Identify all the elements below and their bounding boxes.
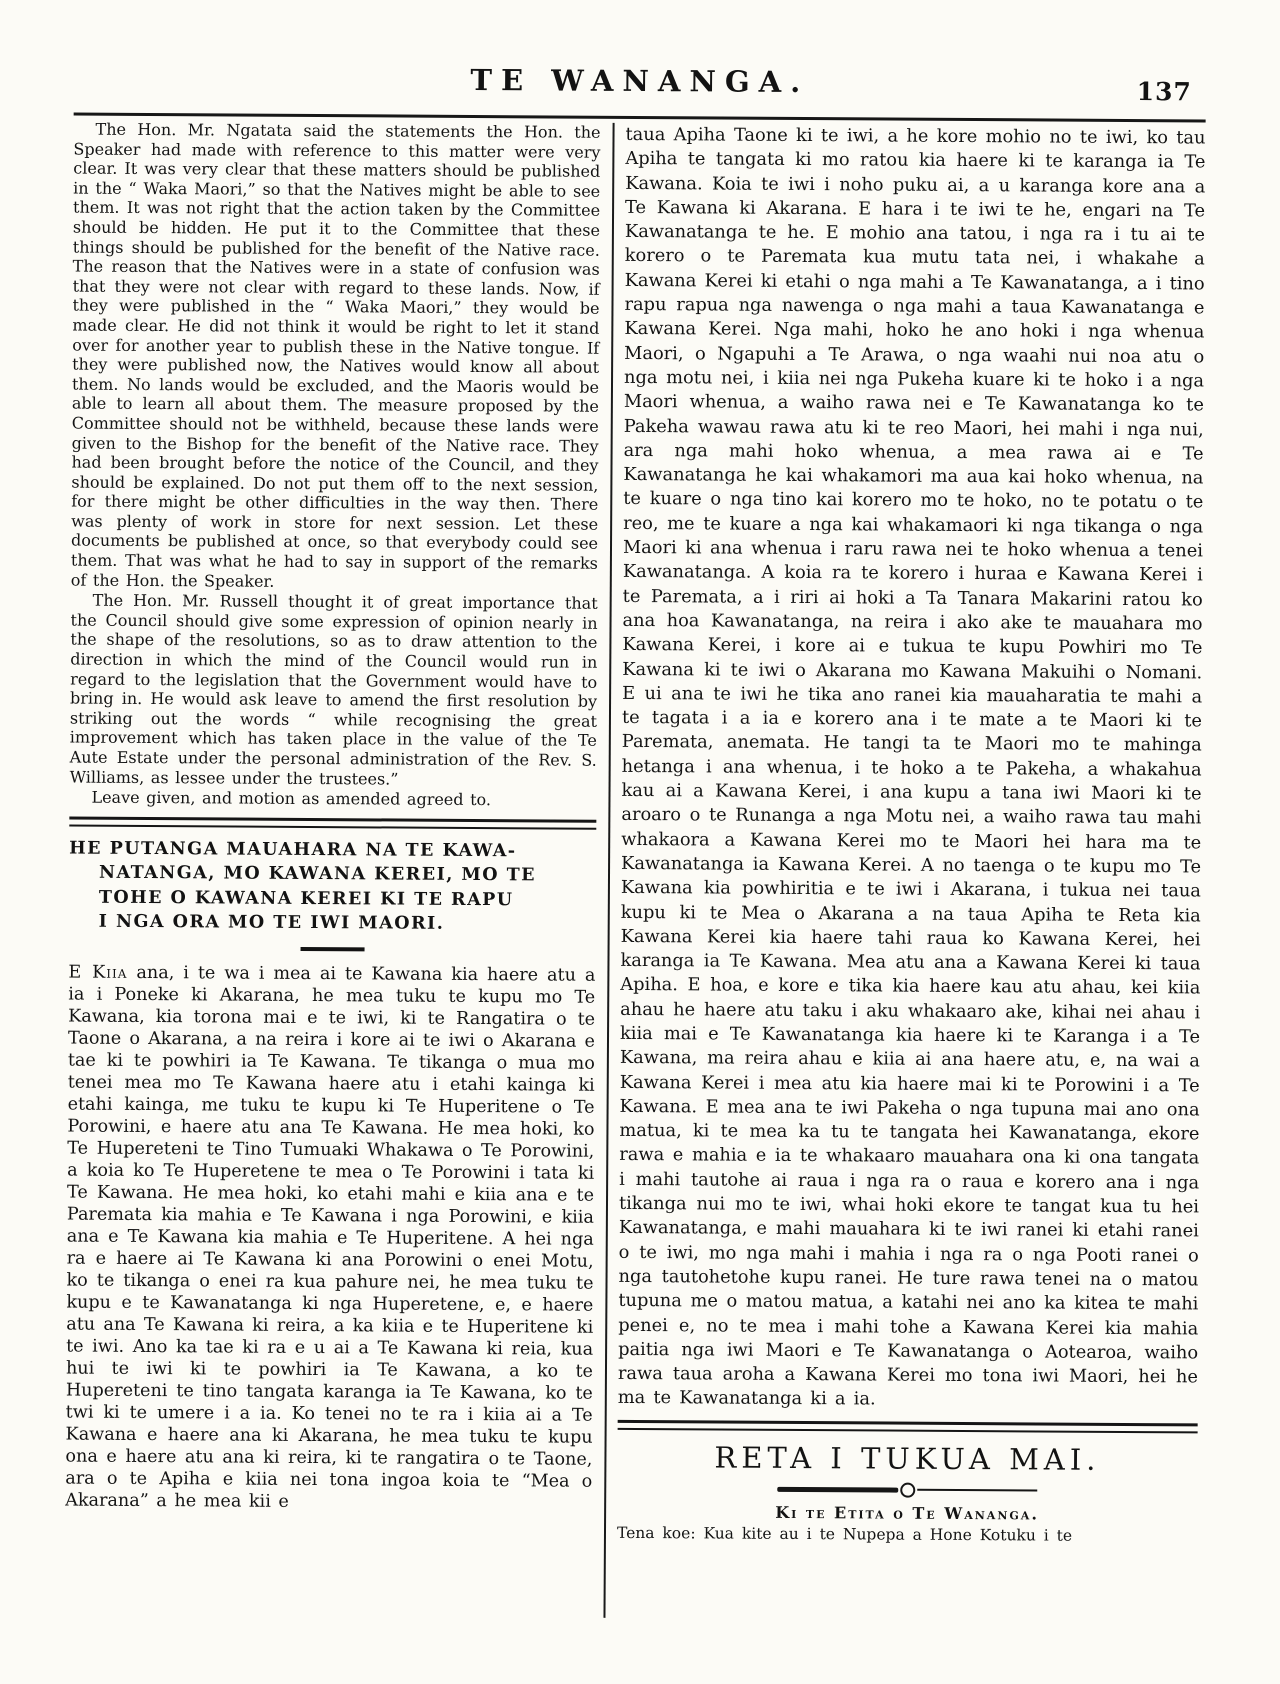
english-paragraph-motion: Leave given, and motion as amended agreed to. <box>91 787 492 810</box>
column-layout <box>64 120 1205 1622</box>
maori-continuation-paragraph: taua Apiha Taone ki te iwi, a he kore mohio no te iwi, ko tau Apiha te tangata ki mo ratou kia haere ki te karanga ia Te Kawana. Koia te iwi i noho puku ai, a u karanga kore ana a Te Kawana ki Akarana. E hara i te iwi te he, engari na Te Kawanatanga te he. E mohio ana tatou, i nga ra i tu ai te korero o te Paremata kua mutu tata nei, i whakahe a Kawana Kerei ki etahi o nga mahi a Te Kawanatanga, a i tino rapu rapua nga nawenga o nga mahi a taua Kawanatanga e Kawana Kerei. Nga mahi, hoko he ano hoki i nga whenua Maori, o Ngapuhi a Te Arawa, o nga waahi nui noa atu o nga motu nei, i kiia nei nga Pukeha kuare ki te hoko i a nga Maori whenua, a waiho rawa nei e Te Kawanatanga ko te Pakeha wawau rawa atu ki te reo Maori, hei mahi i nga nui, ara nga mahi hoko whenua, a mea rawa ai e Te Kawanatanga he kai whakamori ma aua kai hoko whenua, na te kuare o nga tino kai korero mo te hoko, no te potatu o te reo, me te kuare a nga kai whakamaori ki nga tikanga o nga Maori ki ana whenua i raru rawa nei te hoko whenua a tenei Kawanatanga. A koia ra te korero i huraa e Kawana Kerei i te Paremata, a i riri ai hoki a Ta Tanara Makarini ratou ko ana hoa Kawanatanga, na reira i ako ake te mauahara mo Kawana Kerei, i kore ai e tukua te kupu Powhiri mo Te Kawana ki te iwi o Akarana mo Kawana Makuihi o Nomani. E ui ana te iwi he tika ano ranei kia mauaharatia te mahi a te tagata i a ia e korero ana i te mate a te Maori ki te Paremata, anemata. He tangi ta te Maori mo te mahinga hetanga i ana whenua, i te hoko a te Pakeha, a whakahua kau ai a Kawana Kerei, i ana kupu a tana iwi Maori ki te aroaro o te Runanga a nga Motu nei, a waiho rawa tau mahi whakaora a Kawana Kerei mo te Maori hei hara ma te Kawanatanga ia Kawana Kerei. A no taenga o te kupu mo Te Kawana kia powhiritia e te iwi i Akarana, i tukua nei taua kupu ki te Mea o Akarana a na taua Apiha te Reta kia Kawana Kerei kia haere tahi raua ko Kawana Kerei, hei karanga ia Te Kawana. Mea atu ana a Kawana Kerei ki taua Apiha. E hoa, e kore e tika kia haere kau atu ahau, kei kiia ahau he haere atu taku i aku whakaaro ake, kihai nei ahau i kiia mai e Te Kawanatanga kia haere ki te Karanga i a Te Kawana, ma reira ahau e kiia ai ana haere atu, e, na wai a Kawana Kerei i mea atu kia haere mai ki te Porowini i a Te Kawana. E mea ana te iwi Pakeha o nga tupuna mai ano ona matua, ki te mea ka tu te tangata hei Kawanatanga, ekore rawa e mahia e ia te whakaaro mauahara ona ki ona tangata i mahi tautohe ai raua i nga ra o raua e korero ana i nga tikanga nui mo te iwi, whai hoki ekore te tangat kua tu hei Kawanatanga, e mahi mauahara ki te iwi ranei ki etahi ranei o te iwi, mo nga mahi i mahia i nga ra o nga Pooti ranei o nga tautohetohe kupu ranei. He ture rawa tenei na o matou tupuna me o matou matua, a katahi nei ano ka kitea te mahi penei e, no te mea i mahi tohe a Kawana Kerei kia mahia paitia nga iwi Maori e Te Kawanatanga o Aotearoa, waiho rawa taua aroha a Kawana Kerei mo tona iwi Maori, hei he ma te Kawanatanga ki a ia. <box>617 123 1206 1410</box>
ornament-rule-left <box>777 1487 898 1493</box>
column-divider-rule <box>603 123 614 1618</box>
left-column <box>64 120 600 1618</box>
rule-with-ring-ornament-icon <box>777 1482 1037 1499</box>
section-divider-double <box>69 816 596 829</box>
letters-section-heading: RETA I TUKUA MAI. <box>714 1440 1101 1477</box>
headline-line: NATANGA, MO KAWANA KEREI, MO TE <box>98 862 537 886</box>
english-paragraph-russell: The Hon. Mr. Russell thought it of great importance that the Council should give some expression of opinion nearly in the shape of the resolutions, so as to draw attention to the direction in which the mind of the Council would run in regard to the legislation that the Government would have to bring in. He would ask leave to amend the first resolution by striking out the words “ while recognising the great improvement which has taken place in the value of the Te Aute Estate under the personal administration of the Rev. S. Williams, as lessee under the trustees.” <box>69 590 598 789</box>
article-headline <box>69 836 597 937</box>
letters-section <box>617 1420 1198 1547</box>
section-divider-double <box>618 1420 1198 1434</box>
page-header <box>74 55 1206 112</box>
maori-lead-words: E Kiia <box>68 962 128 984</box>
headline-line: HE PUTANGA MAUAHARA NA TE KAWA- <box>69 838 517 862</box>
maori-paragraph-body: ana, i te wa i mea ai te Kawana kia haere atu a ia i Poneke ki Akarana, he mea tuku te kupu mo Te Kawana, kia torona mai e te iwi, ki te Rangatira o te Taone o Akarana, a na reira i kore ai te iwi o Akarana e tae ki te powhiri ia Te Kawana. Te tikanga o mua mo tenei mea mo Te Kawana haere atu i etahi kainga ki etahi kainga, me tuku te kupu ki Te Huperitene o Te Porowini, e haere atu ana Te Kawana. He mea hoki, ko Te Hupereteni te Tino Tumuaki Whakawa o Te Porowini, a koia ko Te Huperetene te mea o Te Porowini i tata ki Te Kawana. He mea hoki, ko etahi mahi e kiia ana e te Paremata kia mahia e Te Kawana i nga Porowini, e kiia ana e Te Kawana kia mahia e Te Huperitene. A hei nga ra e haere ai Te Kawana ki ana Porowini o enei Motu, ko te tikanga o enei ra kua pahure nei, he mea tuku te kupu e te Kawanatanga ki nga Huperetene, e, e haere atu ana Te Kawana ki reira, a ka kiia e te Huperitene ki te iwi. Ano ka tae ki ra e u ai a Te Kawana ki reia, kua hui te iwi ki te powhiri ia Te Kawana, a ko te Hupereteni te tino tangata karanga ia Te Kawana, ko te twi ki te umere i a ia. Ko tenei no te ra i kiia ai a Te Kawana e haere ana ki Akarana, he mea tuku te kupu ona e haere atu ana ki reira, ki te rangatira o te Taone, ara o te Apiha e kiia nei tona ingoa koia te “Mea o Akarana” a he mea kii e <box>65 963 596 1513</box>
page-number: 137 <box>1136 77 1192 107</box>
maori-article-paragraph <box>65 962 595 1515</box>
letter-salutation-line: Tena koe: Kua kite au i te Nupepa a Hone Kotuku i te <box>616 1523 1073 1545</box>
headline-divider-bar <box>300 947 364 952</box>
headline-line: TOHE O KAWANA KEREI KI TE RAPU <box>98 887 514 911</box>
letter-addressee-subheading: Ki te Etita o Te Wananga. <box>775 1502 1039 1524</box>
scanned-sheet <box>64 55 1206 1622</box>
headline-line: I NGA ORA MO TE IWI MAORI. <box>98 911 445 935</box>
page-title: TE WANANGA. <box>470 62 810 100</box>
right-column <box>616 123 1205 1622</box>
english-paragraph-ngatata: The Hon. Mr. Ngatata said the statements the Hon. the Speaker had made with reference to this matter were very clear. It was very clear that these matters should be published in the “ Waka Maori,” so that the Natives might be able to see them. It was not right that the action taken by the Committee should be hidden. He put it to the Committee that these things should be published for the benefit of the Native race. The reason that the Natives were in a state of confusion was that they were not clear with regard to these lands. Now, if they were published in the “ Waka Maori,” they would be made clear. He did not think it would be right to let it stand over for another year to publish these in the Native tongue. If they were published now, the Natives would know all about them. No lands would be excluded, and the Maoris would be able to learn all about them. The measure proposed by the Committee should not be withheld, because these lands were given to the Bishop for the benefit of the Native race. They had been brought before the notice of the Council, and they should be explained. Do not put them off to the next session, for there might be other difficulties in the way then. There was plenty of work in store for next session. Let these documents be published at once, so that everybody could see them. That was what he had to say in support of the remarks of the Hon. the Speaker. <box>70 119 601 591</box>
ornament-ring-icon <box>900 1482 915 1497</box>
ornament-rule-right <box>917 1489 1038 1492</box>
